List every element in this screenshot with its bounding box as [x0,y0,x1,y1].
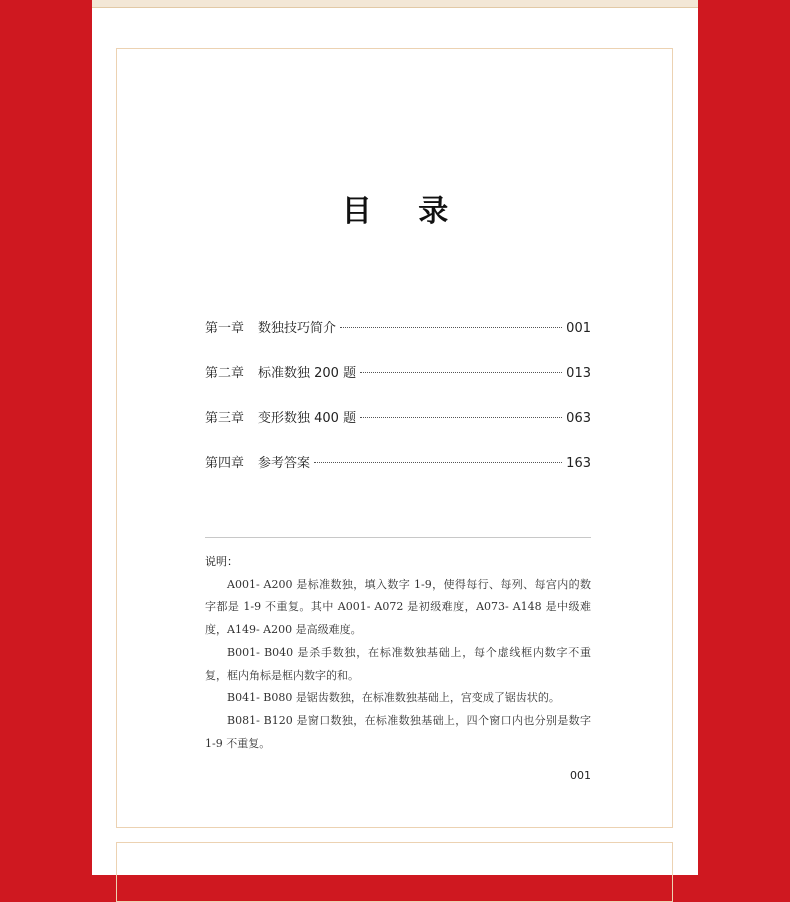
section-divider [205,537,591,538]
toc-page-number: 001 [566,321,591,336]
toc-page-number: 163 [566,456,591,471]
toc-leader-dots [314,462,562,463]
toc-title: 目 录 [341,194,467,229]
toc-entry [205,452,591,497]
toc-chapter-name: 变形数独 400 题 [258,411,357,426]
toc-chapter-name: 数独技巧简介 [258,321,337,336]
toc-entry [205,407,591,452]
toc-leader-dots [360,417,562,418]
toc-entry [205,362,591,407]
notes-paragraph: B081- B120 是窗口数独，在标准数独基础上，四个窗口内也分别是数字 1-9 不重复。 [205,713,591,750]
toc-chapter-label: 第一章 [205,321,245,336]
toc-chapter-label: 第三章 [205,411,245,426]
toc-leader-dots [360,372,562,373]
notes-paragraph: B001- B040 是杀手数独，在标准数独基础上，每个虚线框内数字不重复，框内角标是框内数字的和。 [205,645,591,682]
toc-chapter-label: 第二章 [205,366,245,381]
toc-leader-dots [340,327,562,328]
next-page-frame [116,842,673,902]
toc-page-number: 013 [566,366,591,381]
previous-page-edge [92,0,698,8]
notes-paragraph: B041- B080 是锯齿数独，在标准数独基础上，宫变成了锯齿状的。 [227,691,560,705]
toc-list [205,317,591,497]
toc-chapter-label: 第四章 [205,456,245,471]
toc-entry [205,317,591,362]
notes-paragraph: A001- A200 是标准数独，填入数字 1-9，使得每行、每列、每宫内的数字都是 1-9 不重复。其中 A001- A072 是初级难度，A073- A148 是中级难度，A149- A200 是高级难度。 [205,577,591,637]
notes-section [205,551,591,755]
notes-heading: 说明： [205,555,238,568]
page-number: 001 [570,769,591,782]
toc-chapter-name: 参考答案 [258,456,311,471]
toc-chapter-name: 标准数独 200 题 [258,366,357,381]
toc-page-number: 063 [566,411,591,426]
